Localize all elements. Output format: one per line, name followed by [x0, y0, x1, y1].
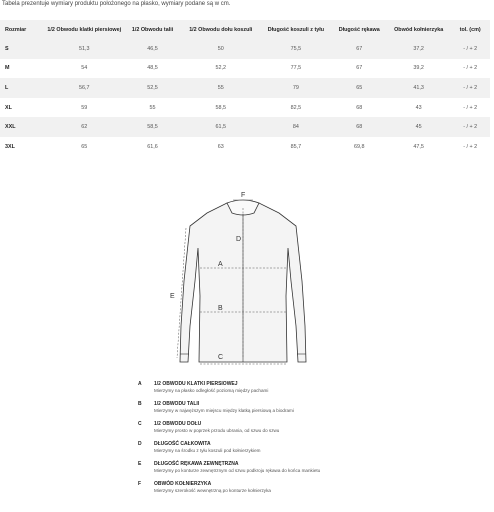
cell-collar: 41,3 [413, 84, 424, 91]
cell-waist: 55 [149, 104, 156, 111]
table-row [0, 98, 490, 118]
cell-length: 77,5 [290, 65, 302, 72]
cell-chest: 56,7 [79, 84, 90, 91]
legend-title: 1/2 OBWODU TALII [154, 401, 200, 407]
cell-chest: 62 [81, 124, 88, 131]
legend-letter: B [138, 401, 142, 407]
legend-title: DŁUGOŚĆ RĘKAWA ZEWNĘTRZNA [154, 461, 239, 467]
cell-size: 3XL [5, 143, 15, 150]
cell-length: 85,7 [290, 143, 302, 150]
cell-hem: 63 [217, 143, 224, 150]
legend-description: Mierzymy szerokość wewnętrzną po konturze kołnierzyka [154, 488, 271, 493]
cell-length: 84 [292, 124, 299, 131]
legend-item [137, 480, 477, 500]
header-length: Długość koszuli z tyłu [267, 26, 325, 33]
cell-collar: 37,2 [413, 45, 424, 52]
legend-letter: A [138, 381, 142, 387]
legend-description: Mierzymy po konturze zewnętrznym od szwu podkroju rękawa do końca mankietu [154, 468, 321, 473]
header-tolerance: tol. (cm) [459, 26, 481, 33]
header-hem: 1/2 Obwodu dołu koszuli [189, 26, 253, 33]
cell-hem: 61,5 [215, 124, 227, 131]
cell-tolerance: - / + 2 [463, 143, 478, 150]
shirt-diagram [150, 186, 340, 378]
cell-tolerance: - / + 2 [463, 65, 478, 72]
cell-length: 82,5 [290, 104, 302, 111]
header-waist: 1/2 Obwodu talii [131, 26, 174, 33]
cell-hem: 58,5 [215, 104, 227, 111]
table-header-row [0, 20, 490, 39]
legend-description: Mierzymy w najwęższym miejscu między klatką piersiową a biodrami [154, 408, 294, 413]
legend-letter: E [138, 461, 142, 467]
cell-tolerance: - / + 2 [463, 45, 478, 52]
header-chest: 1/2 Obwodu klatki piersiowej [47, 26, 122, 33]
legend-description: Mierzymy na środku z tyłu koszuli pod kołnierzykiem [154, 448, 261, 453]
legend-title: 1/2 OBWODU DOŁU [154, 421, 202, 427]
cell-waist: 46,5 [147, 45, 158, 52]
label-b: B [218, 305, 223, 312]
legend-letter: C [138, 421, 142, 427]
legend-item [137, 400, 477, 420]
cell-tolerance: - / + 2 [463, 104, 478, 111]
cell-size: M [5, 65, 10, 72]
cell-length: 75,5 [290, 45, 302, 52]
legend-title: 1/2 OBWODU KLATKI PIERSIOWEJ [154, 381, 238, 387]
table-row [0, 59, 490, 79]
label-c: C [218, 354, 224, 361]
cell-size: XXL [5, 124, 16, 131]
legend-letter: D [138, 441, 142, 447]
cell-collar: 43 [415, 104, 422, 111]
cell-size: S [5, 45, 9, 52]
label-a: A [218, 261, 223, 268]
legend-title: OBWÓD KOŁNIERZYKA [154, 481, 212, 487]
cell-collar: 47,5 [413, 143, 424, 150]
cell-chest: 65 [81, 143, 88, 150]
cell-hem: 55 [217, 84, 224, 91]
cell-hem: 52,2 [215, 65, 227, 72]
table-row [0, 78, 490, 98]
legend-title: DŁUGOŚĆ CAŁKOWITA [154, 441, 211, 447]
legend-item [137, 380, 477, 400]
cell-waist: 61,6 [147, 143, 158, 150]
legend-letter: F [138, 481, 142, 487]
cell-collar: 45 [415, 124, 422, 131]
legend-description: Mierzymy na płasko odległość poziomą między pachami [154, 388, 269, 393]
cell-sleeve: 68 [356, 104, 363, 111]
cell-waist: 58,5 [147, 124, 158, 131]
legend-item [137, 420, 477, 440]
label-d: D [236, 236, 242, 243]
cell-chest: 59 [81, 104, 88, 111]
cell-size: L [5, 84, 9, 91]
cell-sleeve: 65 [356, 84, 363, 91]
table-row [0, 117, 490, 137]
cell-waist: 52,5 [147, 84, 158, 91]
cell-sleeve: 68 [356, 124, 363, 131]
legend-description: Mierzymy prosto w poprzek przodu ubrania, od szwu do szwu [154, 428, 280, 433]
cell-sleeve: 69,8 [353, 143, 365, 150]
table-row [0, 137, 490, 157]
label-f: F [241, 192, 246, 199]
header-sleeve: Długość rękawa [338, 26, 380, 33]
legend-item [137, 460, 477, 480]
cell-chest: 51,3 [79, 45, 90, 52]
cell-tolerance: - / + 2 [463, 124, 478, 131]
intro-text: Tabela prezentuje wymiary produktu położonego na płasko, wymiary podane są w cm. [2, 1, 231, 7]
cell-sleeve: 67 [356, 45, 363, 52]
label-e: E [170, 293, 175, 300]
size-table [0, 20, 490, 157]
cell-chest: 54 [81, 65, 88, 72]
header-size: Rozmiar [5, 26, 27, 33]
cell-size: XL [5, 104, 12, 111]
cell-length: 79 [292, 84, 299, 91]
cell-tolerance: - / + 2 [463, 84, 478, 91]
cell-sleeve: 67 [356, 65, 363, 72]
cell-waist: 48,5 [147, 65, 158, 72]
cell-hem: 50 [217, 45, 224, 52]
header-collar: Obwód kołnierzyka [394, 26, 444, 33]
cell-collar: 39,2 [413, 65, 424, 72]
table-row [0, 39, 490, 59]
legend-item [137, 440, 477, 460]
